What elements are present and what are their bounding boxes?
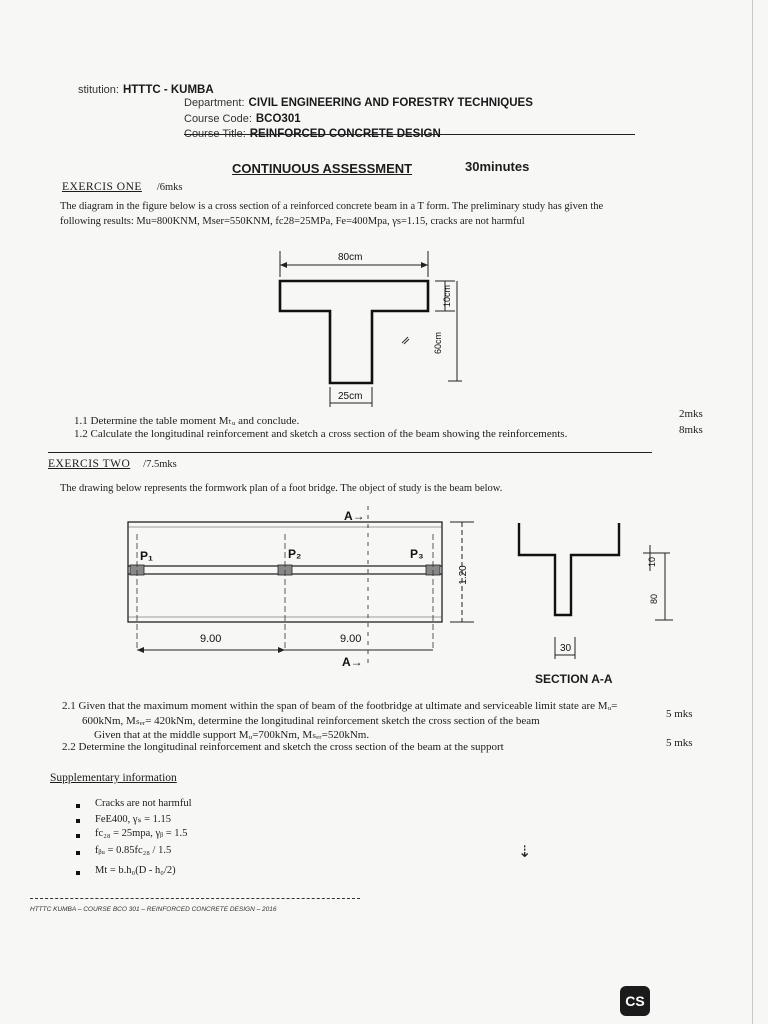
- supp-item-2: FeE400, γₛ = 1.15: [95, 814, 172, 825]
- t-beam-figure: [260, 245, 480, 410]
- exercise-two-intro: The drawing below represents the formwork plan of a foot bridge. The object of study is the beam below.: [60, 483, 503, 494]
- question-1-1-marks: 2mks: [679, 408, 703, 420]
- span-1-label: 9.00: [200, 633, 222, 645]
- supp-item-5: Mt = b.h₀(D - h₀/2): [95, 865, 176, 876]
- section-mark-bottom: A→: [342, 655, 363, 669]
- section-a-a-figure: [505, 515, 685, 665]
- camscanner-badge: CS: [620, 986, 650, 1016]
- course-code: BCO301: [255, 113, 301, 125]
- section-mark-top: A→: [344, 509, 365, 523]
- exercise-one-intro-2: following results: Mu=800KNM, Mser=550KNM, fc28=25MPa, Fe=400Mpa, γs=1.15, cracks are not harmful: [60, 216, 525, 227]
- course-title-label: Course Title:: [184, 128, 246, 140]
- support-p2-label: P₂: [288, 547, 302, 561]
- question-2-2-marks: 5 mks: [666, 737, 693, 749]
- section-outline: [519, 523, 619, 615]
- question-1-1: 1.1 Determine the table moment Mₜᵤ and conclude.: [74, 415, 300, 427]
- section-web-label: 30: [560, 643, 572, 654]
- width-arrow-left: [280, 262, 287, 268]
- exercise-two-heading: EXERCIS TWO: [48, 458, 131, 470]
- span-arrow-mid-left: [278, 647, 285, 653]
- height-dim-label: 60cm: [433, 331, 443, 355]
- pen-mark-arrow: ⇣: [518, 844, 532, 861]
- header-rule: [184, 134, 635, 135]
- assessment-duration: 30minutes: [465, 159, 530, 174]
- bullet-5: [76, 871, 80, 875]
- width-dim-label: 80cm: [338, 252, 363, 263]
- course-code-label: Course Code:: [184, 113, 252, 125]
- course-title: REINFORCED CONCRETE DESIGN: [249, 128, 441, 140]
- supplementary-heading: Supplementary information: [50, 772, 177, 784]
- web-dim-label: 25cm: [338, 391, 363, 402]
- institution-name: HTTTC - KUMBA: [122, 84, 214, 96]
- bullet-2: [76, 819, 80, 823]
- exercise-one-heading-line: [62, 181, 182, 193]
- footer-text: HTTTC KUMBA – COURSE BCO 301 – REINFORCED CONCRETE DESIGN – 2016: [30, 906, 277, 913]
- exercise-one-heading: EXERCIS ONE: [62, 181, 142, 193]
- exercise-one-marks: /6mks: [156, 182, 183, 193]
- question-2-1-marks: 5 mks: [666, 708, 693, 720]
- institution-label: stitution:: [78, 84, 119, 96]
- formwork-plan: [118, 500, 488, 675]
- bullet-3: [76, 834, 80, 838]
- section-flange-label: 10: [647, 556, 657, 568]
- footer-rule: [30, 898, 360, 899]
- department-label: Department:: [184, 97, 245, 109]
- section-a-a-title: SECTION A-A: [535, 672, 613, 686]
- flange-dim-label: 10cm: [442, 284, 452, 308]
- width-arrow-right: [421, 262, 428, 268]
- question-2-1-line1: 2.1 Given that the maximum moment within the span of beam of the footbridge at ultimate and serviceable limit state are Mᵤ=: [62, 700, 618, 712]
- span-arrow-left: [137, 647, 144, 653]
- assessment-title: CONTINUOUS ASSESSMENT: [232, 161, 413, 176]
- section-height-label: 80: [649, 593, 659, 605]
- question-2-2: 2.2 Determine the longitudinal reinforcement and sketch the cross section of the beam at the support: [62, 741, 504, 753]
- t-section-outline: [280, 281, 428, 383]
- supp-item-3: fc₂₈ = 25mpa, γᵦ = 1.5: [95, 828, 188, 839]
- bullet-4: [76, 851, 80, 855]
- exercise-two-marks: /7.5mks: [143, 459, 177, 470]
- department-name: CIVIL ENGINEERING AND FORESTRY TECHNIQUES: [248, 97, 533, 109]
- support-p3-label: P₃: [410, 547, 424, 561]
- question-1-2: 1.2 Calculate the longitudinal reinforcement and sketch a cross section of the beam showing the reinforcements.: [74, 428, 568, 440]
- supp-item-1: Cracks are not harmful: [95, 798, 192, 809]
- supp-item-4: fᵦᵤ = 0.85fc₂₈ / 1.5: [95, 845, 172, 856]
- bullet-1: [76, 804, 80, 808]
- plan-width-label: 1.20: [458, 565, 469, 585]
- support-p1-label: P₁: [140, 549, 153, 563]
- question-2-1-line3: Given that at the middle support Mᵤ=700kNm, Mₛₑᵣ=520kNm.: [94, 729, 370, 741]
- exercise-two-heading-line: [48, 458, 177, 470]
- section-divider: [48, 452, 652, 453]
- pen-mark: [402, 337, 409, 344]
- exercise-one-intro-1: The diagram in the figure below is a cross section of a reinforced concrete beam in a T form. The preliminary study has given the: [60, 201, 604, 212]
- course-title-line: [184, 124, 441, 142]
- span-2-label: 9.00: [340, 633, 362, 645]
- page-edge: [752, 0, 753, 1024]
- question-1-2-marks: 8mks: [679, 424, 703, 436]
- question-2-1-line2: 600kNm, Mₛₑᵣ= 420kNm, determine the longitudinal reinforcement sketch the cross section of the beam: [82, 715, 540, 727]
